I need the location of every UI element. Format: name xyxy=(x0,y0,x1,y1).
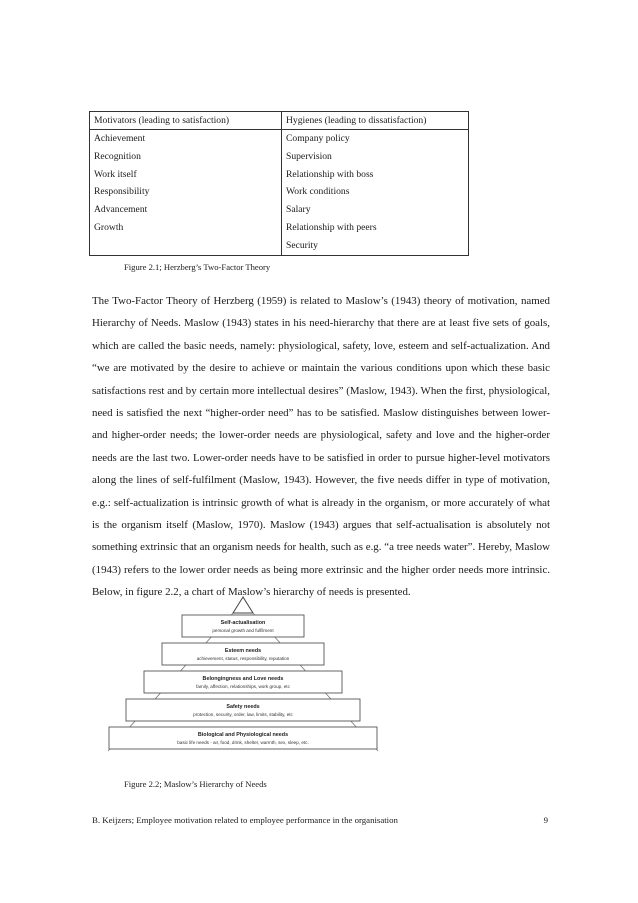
motivators-header: Motivators (leading to satisfaction) xyxy=(90,112,282,130)
table-row xyxy=(90,166,469,184)
pyramid-level-title: Self-actualisation xyxy=(220,620,266,626)
figure-caption: Figure 2.1; Herzberg’s Two-Factor Theory xyxy=(124,262,271,272)
motivator-cell: Achievement xyxy=(90,130,282,148)
herzberg-table xyxy=(89,111,469,256)
hygiene-cell: Work conditions xyxy=(282,183,469,201)
pyramid-level-sub: family, affection, relationships, work group, etc xyxy=(196,684,290,689)
table-row xyxy=(90,237,469,255)
table-row xyxy=(90,130,469,148)
hygienes-header: Hygienes (leading to dissatisfaction) xyxy=(282,112,469,130)
motivator-cell: Recognition xyxy=(90,148,282,166)
footer-text: B. Keijzers; Employee motivation related to employee performance in the organisation xyxy=(92,815,398,825)
table-row xyxy=(90,183,469,201)
hygiene-cell: Supervision xyxy=(282,148,469,166)
motivator-cell: Responsibility xyxy=(90,183,282,201)
page-number: 9 xyxy=(543,815,548,825)
pyramid-apex xyxy=(233,597,253,613)
table-header-row xyxy=(90,112,469,130)
hygiene-cell: Salary xyxy=(282,201,469,219)
pyramid-level-title: Belongingness and Love needs xyxy=(202,676,284,682)
hygiene-cell: Security xyxy=(282,237,469,255)
pyramid-level-box xyxy=(126,699,360,721)
pyramid-level-sub: basic life needs - air, food, drink, shelter, warmth, sex, sleep, etc. xyxy=(177,740,309,745)
pyramid-level-box xyxy=(109,727,377,749)
hygiene-cell: Relationship with peers xyxy=(282,219,469,237)
body-paragraph: The Two-Factor Theory of Herzberg (1959) is related to Maslow’s (1943) theory of motivation, named Hierarchy of Needs. Maslow (1943) states in his need-hierarchy that there are at least five sets of goals, which are called the basic needs, namely: physiological, safety, love, esteem and self-actualization. And “we are motivated by the desire to achieve or maintain the various conditions upon which these basic satisfactions rest and by certain more intellectual desires” (Maslow, 1943). When the first, physiological, need is satisfied the next “higher-order need” has to be satisfied. Maslow distinguishes between lower- and higher-order needs; the lower-order needs are physiological, safety and love and the higher-order needs are the last two. Lower-order needs have to be satisfied in order to pursue higher-level motivators along the lines of self-fulfilment (Maslow, 1943). However, the five needs differ in type of motivation, e.g.: self-actualization is intrinsic growth of what is already in the organism, or more accurately of what is the organism itself (Maslow, 1970). Maslow (1943) argues that self-actualisation is absolutely not something extrinsic that an organism needs for health, such as e.g. “a tree needs water”. Hereby, Maslow (1943) refers to the lower order needs as being more extrinsic and the higher order needs more intrinsic. Below, in figure 2.2, a chart of Maslow’s hierarchy of needs is presented. xyxy=(92,295,550,599)
figure-caption: Figure 2.2; Maslow’s Hierarchy of Needs xyxy=(124,779,267,789)
pyramid-level-sub: achievement, status, responsibility, reputation xyxy=(196,656,290,661)
pyramid-level-box xyxy=(182,615,304,637)
table-row xyxy=(90,201,469,219)
motivator-cell: Advancement xyxy=(90,201,282,219)
motivator-cell: Growth xyxy=(90,219,282,237)
motivator-cell xyxy=(90,237,282,255)
pyramid-level-box xyxy=(162,643,324,665)
pyramid-level-title: Esteem needs xyxy=(224,648,262,654)
hygiene-cell: Relationship with boss xyxy=(282,166,469,184)
pyramid-level-sub: personal growth and fulfilment xyxy=(212,628,274,633)
motivator-cell: Work itself xyxy=(90,166,282,184)
table-row xyxy=(90,148,469,166)
pyramid-diagram xyxy=(106,595,380,753)
pyramid-level-title: Safety needs xyxy=(226,704,260,710)
table-row xyxy=(90,219,469,237)
hygiene-cell: Company policy xyxy=(282,130,469,148)
maslow-pyramid xyxy=(106,595,380,753)
pyramid-level-title: Biological and Physiological needs xyxy=(197,732,289,738)
pyramid-level-sub: protection, security, order, law, limits, stability, etc xyxy=(193,712,293,717)
pyramid-level-box xyxy=(144,671,342,693)
